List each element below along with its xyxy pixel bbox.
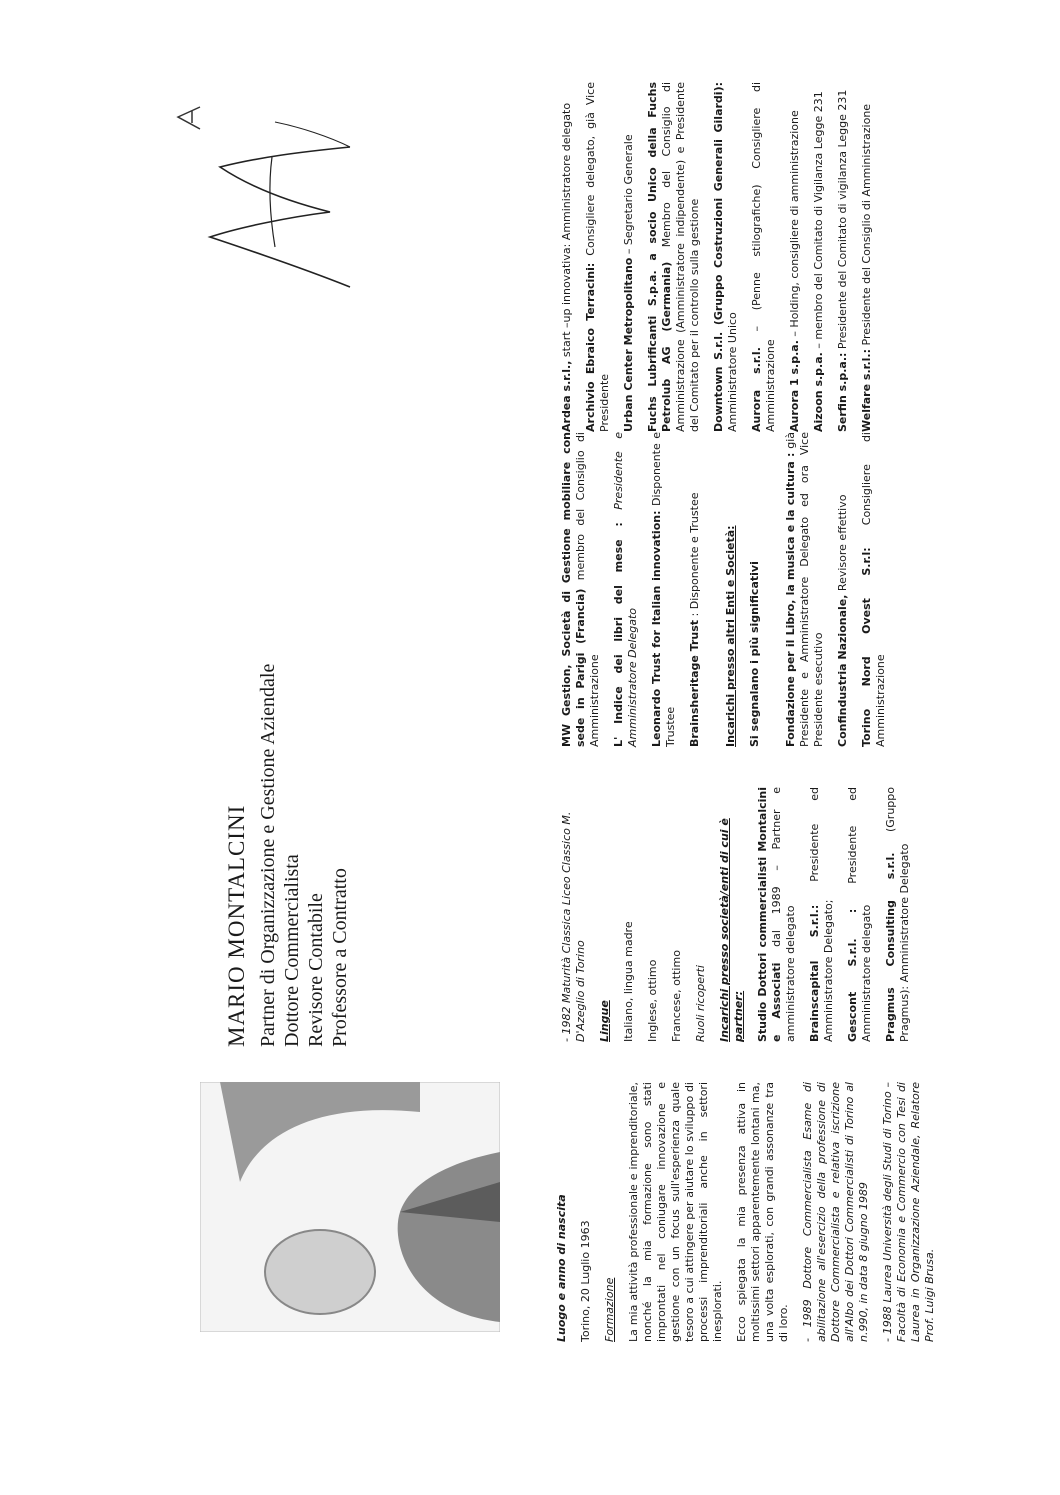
role-entry — [812, 82, 826, 432]
entry-name: Gescont S.r.l. : — [846, 908, 859, 1042]
entry-name: Ardea s.r.l., — [560, 360, 573, 432]
role-entry — [584, 82, 612, 432]
role-entry — [688, 432, 702, 747]
entry-name: Fondazione per il Libro, la musica e la cultura : — [784, 452, 797, 747]
entry-desc: membro del Consiglio di Amministrazione — [574, 432, 601, 747]
incarichi-enti-label: Incarichi presso altri Enti e Società: — [724, 525, 737, 747]
role-entry — [646, 82, 702, 432]
handwritten-signature — [180, 107, 380, 307]
role-entry — [784, 432, 826, 747]
entry-desc: Consigliere delegato, già Vice Presidente — [584, 82, 611, 432]
role-entry — [560, 432, 602, 747]
page-mark — [170, 97, 210, 137]
entry-name: Fuchs Lubrificanti S.p.a. a socio Unico della Fuchs Petrolub AG (Germania) — [646, 82, 673, 432]
entry-desc: start –up innovativa: Amministratore delegato — [560, 102, 573, 358]
entry-name: Downtown S.r.l. (Gruppo Costruzioni Generali Gilardi): — [712, 82, 725, 432]
birth-label: Luogo e anno di nascita — [555, 1194, 568, 1342]
entry-desc: Disponente e Trustee — [650, 432, 677, 747]
segnalano-label: Si segnalano i più significativi — [748, 561, 761, 747]
entry-desc: Presidente ed Amministratore delegato — [846, 787, 873, 1042]
role-entry — [836, 432, 850, 747]
role-line: Revisore Contabile — [305, 893, 327, 1047]
role-entry — [884, 787, 912, 1042]
role-entry — [756, 787, 798, 1042]
entry-desc: – (Penne stilografiche) Consigliere di Amministrazione — [750, 82, 777, 432]
role-entry — [560, 82, 574, 432]
column-2 — [560, 787, 922, 1042]
entry-desc: Revisore effettivo — [836, 494, 849, 592]
entry-desc: Presidente del Comitato di vigilanza Legge 231 — [836, 89, 849, 350]
role-entry — [612, 432, 640, 747]
entry-name: Confindustria Nazionale, — [836, 594, 849, 747]
role-entry — [650, 432, 678, 747]
entry-desc: Consigliere di Amministrazione — [860, 432, 887, 747]
entry-desc: Presidente del Consiglio di Amministrazione — [860, 103, 873, 346]
entry-name: Aurora 1 s.p.a. — [788, 340, 801, 432]
role-entry — [750, 82, 778, 432]
ruoli-label: Ruoli ricoperti — [694, 965, 707, 1042]
entry-name: Brainsheritage Trust — [688, 619, 701, 747]
birth-value: Torino, 20 Luglio 1963 — [579, 1220, 592, 1342]
entry-desc: Amministratore Unico — [726, 312, 739, 432]
role-entry — [836, 82, 850, 432]
entry-desc: – membro del Comitato di Vigilanza Legge 231 — [812, 91, 825, 349]
entry-name: Urban Center Metropolitano — [622, 257, 635, 432]
entry-name: Archivio Ebraico Terracini: — [584, 262, 597, 432]
entry-desc: dal 1989 – Partner e amministratore delegato — [770, 787, 797, 1042]
language-item: Italiano, lingua madre — [622, 921, 635, 1042]
entry-name: Aurora s.r.l. — [750, 347, 763, 432]
lingue-label: Lingue — [598, 1000, 611, 1042]
entry-name: Brainscapital S.r.l.: — [808, 904, 821, 1042]
entry-name: Leonardo Trust for Italian innovation: — [650, 510, 663, 747]
entry-desc: già Presidente e Amministratore Delegato ed ora Vice Presidente esecutivo — [784, 431, 825, 747]
education-item: - 1989 Dottore Commercialista Esame di abilitazione all'esercizio della professione di Dottore Commercialista e relativa iscrizione all'Albo dei Dottori Commercialisti di Torino al n.990, in data 8 giugno 1989 — [801, 1082, 870, 1342]
formazione-paragraph: La mia attività professionale e imprenditoriale, nonché la mia formazione sono stati improntati nel coniugare innovazione e gestione con un focus sull'esperienza quale tesoro a cui attingere per aiutare lo sviluppo di processi imprenditoriali anche in settori inesplorati. — [627, 1082, 724, 1342]
role-line: Dottore Commercialista — [281, 854, 303, 1047]
language-item: Francese, ottimo — [670, 950, 683, 1042]
education-item: - 1988 Laurea Università degli Studi di Torino – Facoltà di Economia e Commercio con Tesi di Laurea in Organizzazione Aziendale, Relatore Prof. Luigi Brusa. — [881, 1082, 936, 1342]
entry-desc: – Holding, consigliere di amministrazione — [788, 110, 801, 337]
role-entry — [846, 787, 874, 1042]
entry-name: Pragmus Consulting s.r.l. — [884, 852, 897, 1042]
column-4 — [560, 82, 884, 432]
formazione-label: Formazione — [603, 1277, 616, 1342]
entry-name: MW Gestion, Società di Gestione mobiliare con sede in Parigi (Francia) — [560, 432, 587, 747]
formazione-paragraph: Ecco spiegata la mia presenza attiva in moltissimi settori apparentemente lontani ma, una volta esplorati, con grandi assonanze tra di loro. — [735, 1082, 790, 1342]
entry-name: Torino Nord Ovest S.r.l: — [860, 547, 873, 747]
role-entry — [860, 432, 888, 747]
role-entry — [808, 787, 836, 1042]
role-entry — [712, 82, 740, 432]
role-entry — [622, 82, 636, 432]
cv-sheet — [120, 57, 940, 1437]
role-line: Professore a Contratto — [329, 868, 351, 1047]
column-1 — [555, 1082, 947, 1342]
entry-desc: Presidente e Amministratore Delegato — [612, 432, 639, 747]
role-line: Partner di Organizzazione e Gestione Aziendale — [257, 663, 279, 1047]
person-name: MARIO MONTALCINI — [224, 804, 249, 1047]
entry-desc: Presidente ed Amministratore Delegato; — [808, 786, 835, 1042]
entry-desc: Membro del Consiglio di Amministrazione (Amministratore indipendente) e Presidente del Comitato per il controllo sulla gestione — [660, 82, 701, 432]
header — [224, 447, 352, 1047]
role-entry — [860, 82, 874, 432]
entry-desc: – Segretario Generale — [622, 134, 635, 255]
language-item: Inglese, ottimo — [646, 959, 659, 1042]
entry-name: Aizoon s.p.a. — [812, 352, 825, 432]
entry-name: L' Indice dei libri del mese : — [612, 522, 625, 747]
entry-desc: (Gruppo Pragmus): Amministratore Delegato — [884, 787, 911, 1042]
incarichi-label: Incarichi presso società/enti di cui è partner: — [718, 818, 745, 1042]
entry-desc: : Disponente e Trustee — [688, 492, 701, 617]
entry-name: Studio Dottori commercialisti Montalcini e Associati — [756, 787, 783, 1042]
education-item: - 1982 Maturità Classica Liceo Classico M. D'Azeglio di Torino — [560, 811, 587, 1042]
role-entry — [788, 82, 802, 432]
portrait-photo — [200, 1082, 500, 1332]
entry-name: Welfare s.r.l.: — [860, 348, 873, 432]
column-3 — [560, 432, 898, 747]
entry-name: Serfin s.p.a.: — [836, 352, 849, 432]
